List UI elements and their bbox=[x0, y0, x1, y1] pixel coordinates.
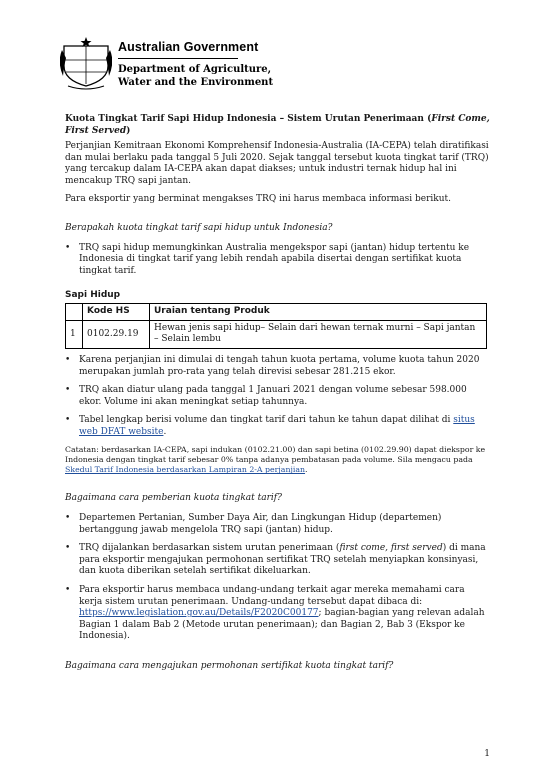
table-cell-hs-code: 0102.29.19 bbox=[83, 320, 150, 348]
list-item: • Karena perjanjian ini dimulai di tengah tahun kuota pertama, volume kuota tahun 2020 merupakan jumlah pro-rata yang telah direvisi sebesar 281.215 ekor. bbox=[65, 355, 490, 378]
government-title: Australian Government bbox=[118, 40, 259, 54]
list-item: • Para eksportir harus membaca undang-undang terkait agar mereka memahami cara kerja sistem urutan penerimaan. Undang-undang tersebut dapat dibaca di: https://www.legislation.gov.au/Details/F2020C00177; bagian-bagian yang relevan adalah Bagian 1 dalam Bab 2 (Metode urutan penerimaan); dan Bagian 2, Bab 3 (Ekspor ke Indonesia). bbox=[65, 585, 490, 643]
list-item: • Tabel lengkap berisi volume dan tingkat tarif dari tahun ke tahun dapat dilihat di situs web DFAT website. bbox=[65, 415, 490, 438]
list-item: • TRQ akan diatur ulang pada tanggal 1 Januari 2021 dengan volume sebesar 598.000 ekor. Volume ini akan meningkat setiap tahunnya. bbox=[65, 385, 490, 408]
table-header-number bbox=[66, 304, 83, 321]
table-header-description: Uraian tentang Produk bbox=[150, 304, 487, 321]
header bbox=[60, 36, 300, 96]
bullet-list-3 bbox=[65, 513, 490, 643]
department-name-line-2: Water and the Environment bbox=[118, 77, 274, 88]
list-item: • TRQ dijalankan berdasarkan sistem urutan penerimaan (first come, first served) di mana para eksportir mengajukan permohonan sertifikat TRQ setelah menyiapkan konsinyasi, dan kuota diberikan setelah sertifikat dikeluarkan. bbox=[65, 543, 490, 578]
question-heading-1: Berapakah kuota tingkat tarif sapi hidup untuk Indonesia? bbox=[65, 223, 333, 234]
document-title: Kuota Tingkat Tarif Sapi Hidup Indonesia – Sistem Urutan Penerimaan (First Come, First Served) bbox=[65, 114, 490, 136]
intro-paragraph-2: Para eksportir yang berminat mengakses TRQ ini harus membaca informasi berikut. bbox=[65, 193, 451, 204]
table-header-hs-code: Kode HS bbox=[83, 304, 150, 321]
page-number: 1 bbox=[484, 749, 490, 759]
note-paragraph: Catatan: berdasarkan IA-CEPA, sapi indukan (0102.21.00) dan sapi betina (0102.29.90) dapat diekspor ke Indonesia dengan tingkat tarif sebesar 0% tanpa adanya pembatasan pada volume. Sila mengacu pada Skedul Tarif Indonesia berdasarkan Lampiran 2-A perjanjian. bbox=[65, 445, 486, 475]
table-cell-number: 1 bbox=[66, 320, 83, 348]
list-item: • TRQ sapi hidup memungkinkan Australia mengekspor sapi (jantan) hidup tertentu ke Indonesia di tingkat tarif yang lebih rendah apabila disertai dengan sertifikat kuota tingkat tarif. bbox=[65, 243, 490, 278]
header-rule bbox=[118, 58, 238, 59]
document-body bbox=[65, 114, 490, 681]
coat-of-arms-icon bbox=[60, 36, 112, 90]
tariff-schedule-link[interactable]: Skedul Tarif Indonesia berdasarkan Lampiran 2-A perjanjian bbox=[65, 465, 306, 475]
table-header-row bbox=[66, 304, 487, 321]
dfat-website-link[interactable]: situs web DFAT website bbox=[79, 415, 475, 437]
list-item: • Departemen Pertanian, Sumber Daya Air, dan Lingkungan Hidup (departemen) bertanggung jawab mengelola TRQ sapi (jantan) hidup. bbox=[65, 513, 490, 536]
table-cell-description: Hewan jenis sapi hidup– Selain dari hewan ternak murni – Sapi jantan – Selain lembu bbox=[150, 320, 487, 348]
table-row bbox=[66, 320, 487, 348]
hs-code-table bbox=[65, 303, 487, 349]
legislation-link[interactable]: https://www.legislation.gov.au/Details/F2020C00177 bbox=[79, 608, 319, 619]
intro-paragraph-1: Perjanjian Kemitraan Ekonomi Komprehensif Indonesia-Australia (IA-CEPA) telah diratifikasi dan mulai berlaku pada tanggal 5 Juli 2020. Sejak tanggal tersebut kuota tingkat tarif (TRQ) yang tercakup dalam IA-CEPA akan dapat diakses; untuk industri ternak hidup hal ini mencakup TRQ sapi jantan. bbox=[65, 141, 489, 186]
bullet-list-2 bbox=[65, 355, 490, 439]
section-heading-live-cattle: Sapi Hidup bbox=[65, 289, 121, 300]
question-heading-3: Bagaimana cara mengajukan permohonan sertifikat kuota tingkat tarif? bbox=[65, 661, 394, 671]
question-heading-2: Bagaimana cara pemberian kuota tingkat tarif? bbox=[65, 493, 282, 504]
bullet-list-1 bbox=[65, 243, 490, 278]
department-name-line-1: Department of Agriculture, bbox=[118, 64, 272, 75]
